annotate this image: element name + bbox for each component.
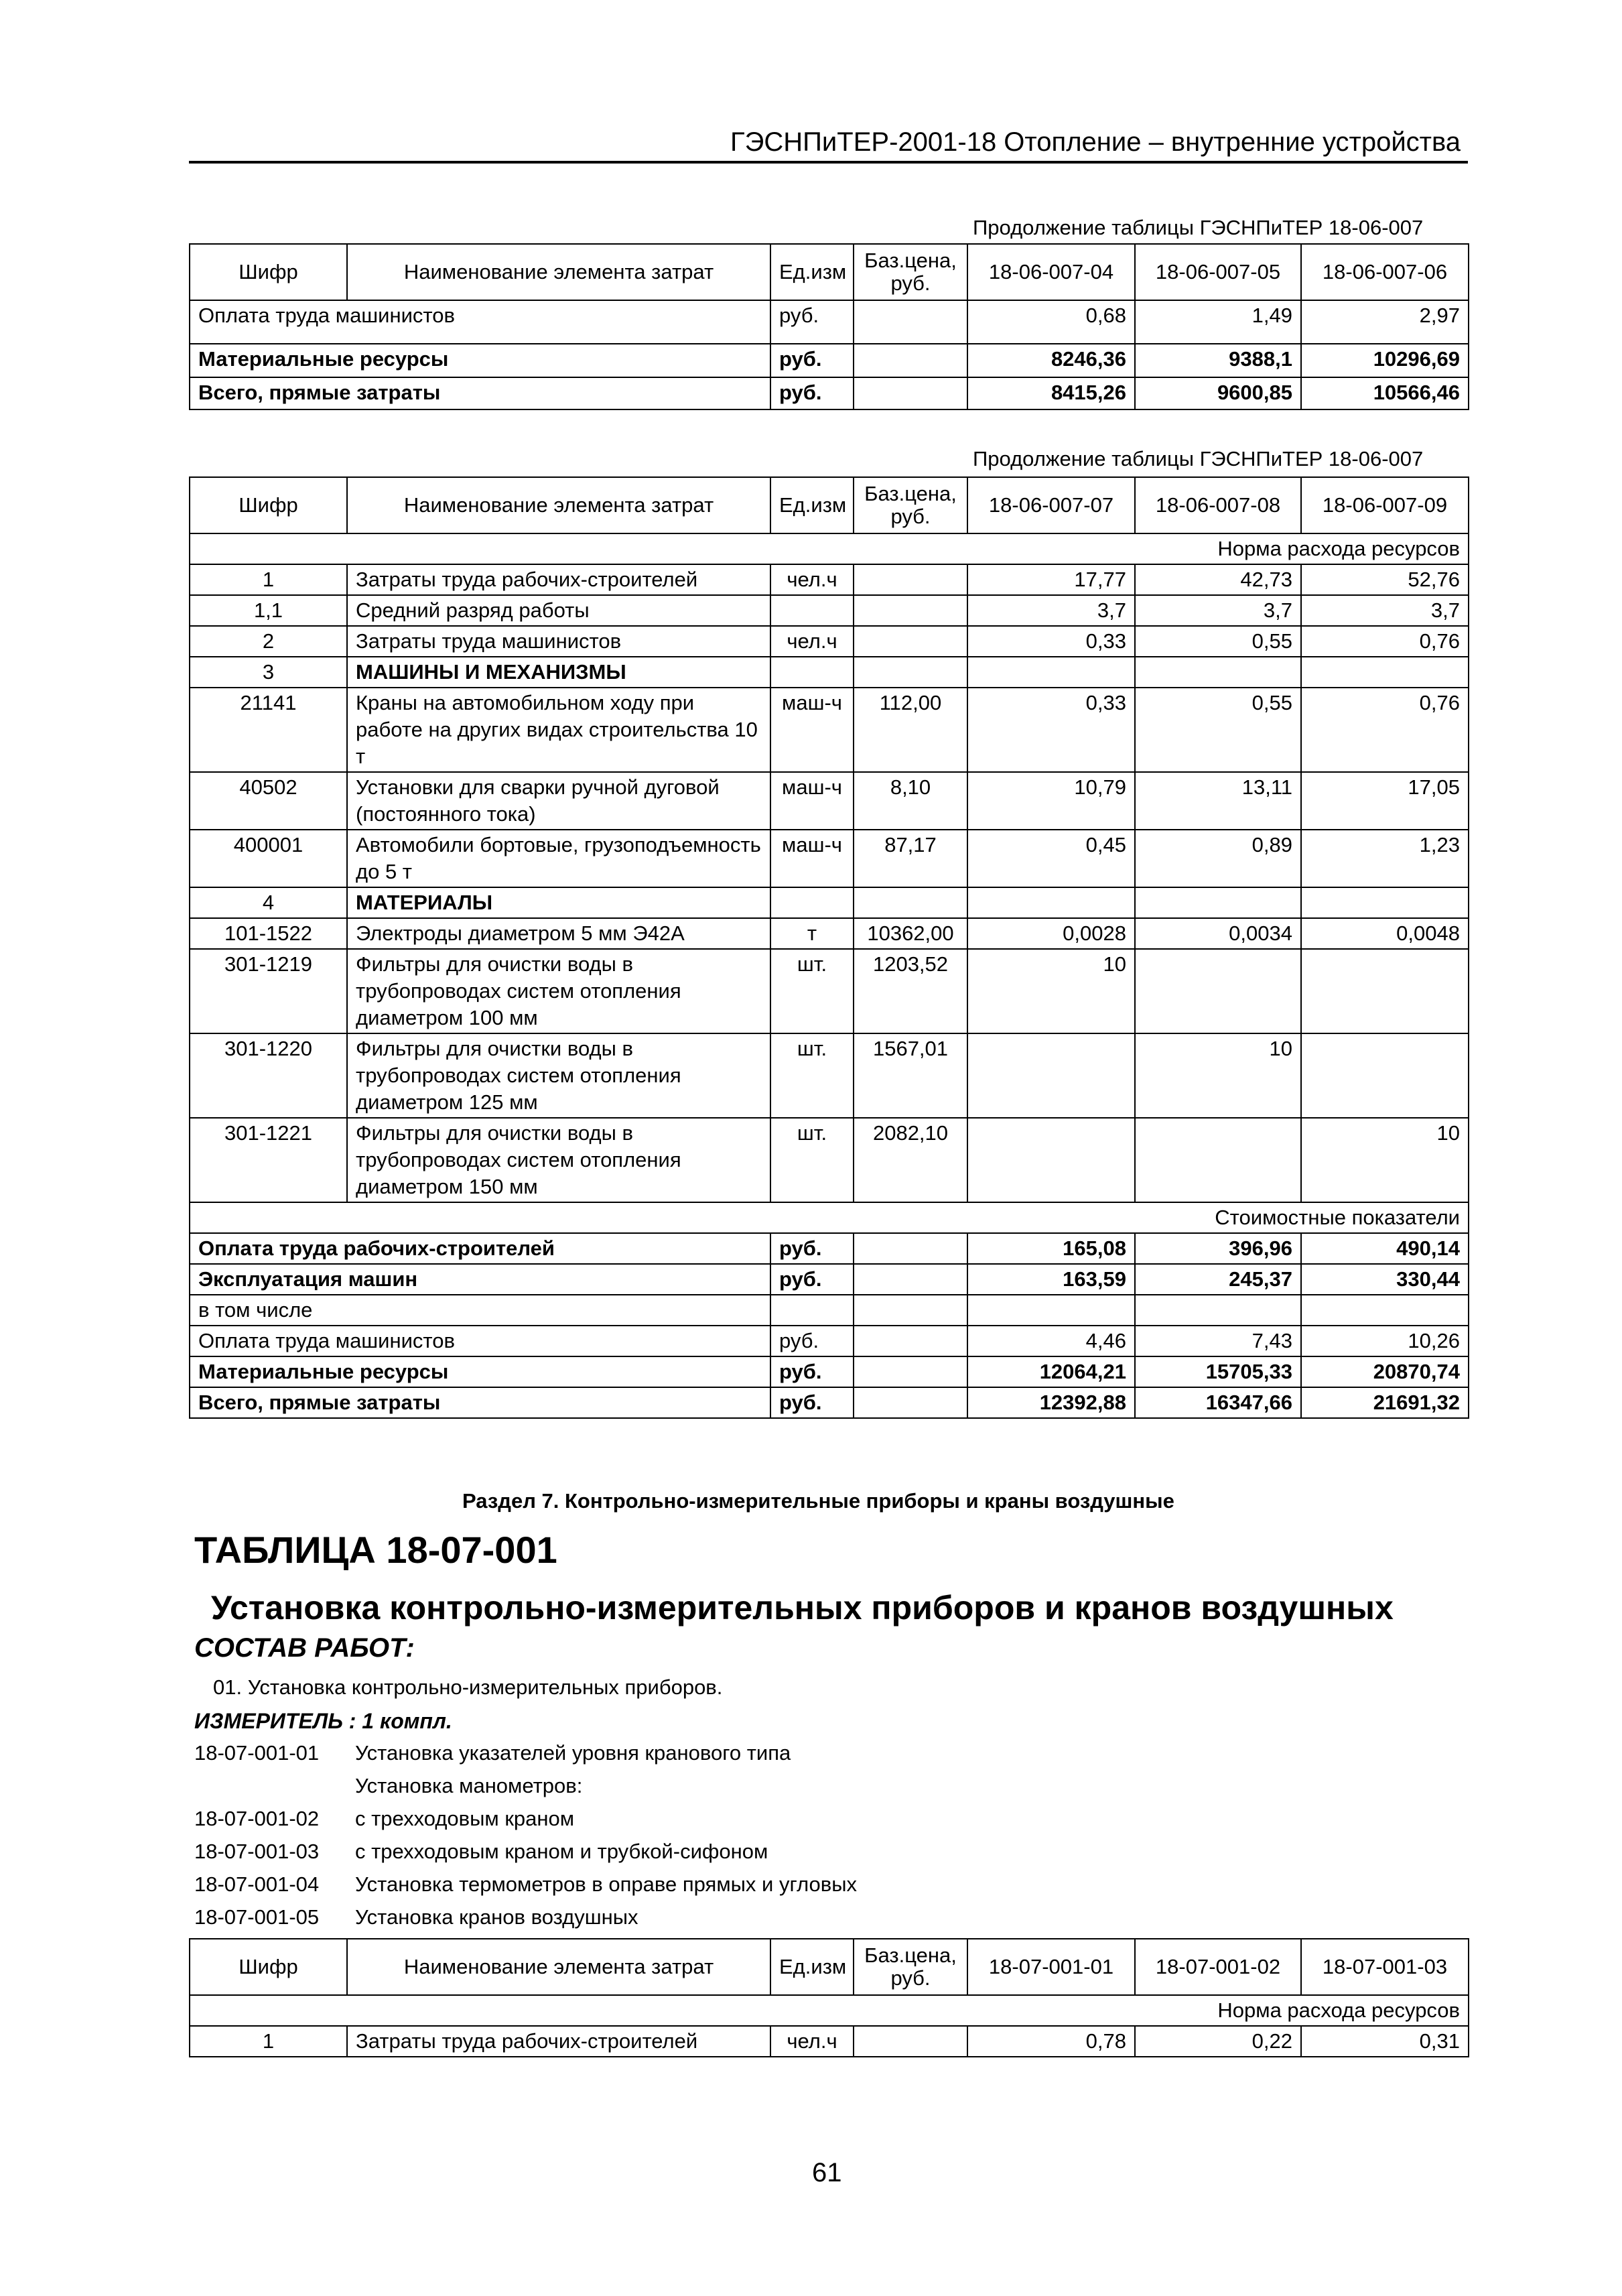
table-row [190, 377, 1469, 409]
table-row [190, 949, 1469, 1033]
row-price [854, 300, 967, 344]
row-name: в том числе [190, 1295, 770, 1326]
row-value: 1,23 [1301, 830, 1469, 887]
table-row [190, 595, 1469, 626]
row-unit: т [770, 918, 854, 949]
row-value [1135, 1118, 1301, 1202]
row-value: 0,0034 [1135, 918, 1301, 949]
row-price: 112,00 [854, 688, 967, 772]
row-name: Всего, прямые затраты [190, 1387, 770, 1418]
row-value [967, 1118, 1135, 1202]
row-name: Фильтры для очистки воды в трубопроводах систем отопления диаметром 150 мм [347, 1118, 770, 1202]
row-value [1135, 657, 1301, 688]
row-value: 0,68 [967, 300, 1135, 344]
row-name: Всего, прямые затраты [190, 377, 770, 409]
table-row [190, 1033, 1469, 1118]
table1 [189, 243, 1469, 410]
cost-label: Стоимостные показатели [190, 1202, 1469, 1233]
row-unit: руб. [770, 1326, 854, 1356]
row-unit: шт. [770, 949, 854, 1033]
row-value: 10296,69 [1301, 344, 1469, 377]
row-value: 165,08 [967, 1233, 1135, 1264]
row-value: 0,33 [967, 626, 1135, 657]
row-name: Краны на автомобильном ходу при работе на других видах строительства 10 т [347, 688, 770, 772]
row-value: 0,55 [1135, 688, 1301, 772]
page-number: 61 [812, 2158, 842, 2187]
table3 [189, 1938, 1469, 2057]
col-header: Баз.цена, руб. [854, 1939, 967, 1995]
table-row [190, 344, 1469, 377]
cost-row [190, 1356, 1469, 1387]
row-value: 1,49 [1135, 300, 1301, 344]
table2-body [190, 564, 1469, 1202]
col-header: 18-06-007-06 [1301, 244, 1469, 300]
col-header: Наименование элемента затрат [347, 1939, 770, 1995]
row-value: 20870,74 [1301, 1356, 1469, 1387]
row-name: Оплата труда машинистов [190, 1326, 770, 1356]
row-value: 330,44 [1301, 1264, 1469, 1295]
row-price [854, 887, 967, 918]
row-unit: руб. [770, 1233, 854, 1264]
row-price: 10362,00 [854, 918, 967, 949]
col-header: Ед.изм [770, 477, 854, 533]
row-code: 1 [190, 2026, 347, 2057]
row-value: 0,76 [1301, 626, 1469, 657]
row-name: Эксплуатация машин [190, 1264, 770, 1295]
table-row [190, 626, 1469, 657]
row-value: 42,73 [1135, 564, 1301, 595]
table1-header-row [190, 244, 1469, 300]
row-value: 163,59 [967, 1264, 1135, 1295]
table-title: Установка контрольно-измерительных приборов и кранов воздушных [211, 1589, 1394, 1627]
row-value [967, 887, 1135, 918]
col-header: Наименование элемента затрат [347, 244, 770, 300]
row-value: 3,7 [1301, 595, 1469, 626]
row-unit [770, 657, 854, 688]
item-text: Установка манометров: [355, 1774, 583, 1797]
row-unit: руб. [770, 1264, 854, 1295]
row-code: 2 [190, 626, 347, 657]
list-item [194, 1840, 857, 1872]
col-header: 18-07-001-01 [967, 1939, 1135, 1995]
row-unit: маш-ч [770, 830, 854, 887]
table2-continuation: Продолжение таблицы ГЭСНПиТЕР 18-06-007 [973, 447, 1424, 470]
row-name: Фильтры для очистки воды в трубопроводах систем отопления диаметром 100 мм [347, 949, 770, 1033]
row-unit: маш-ч [770, 772, 854, 830]
row-price [854, 1326, 967, 1356]
item-code: 18-07-001-03 [194, 1840, 320, 1863]
measure-unit: ИЗМЕРИТЕЛЬ : 1 компл. [194, 1709, 452, 1733]
col-header: Ед.изм [770, 1939, 854, 1995]
row-value: 10566,46 [1301, 377, 1469, 409]
work-item: 01. Установка контрольно-измерительных приборов. [213, 1675, 723, 1699]
row-unit [770, 1295, 854, 1326]
col-header: Шифр [190, 1939, 347, 1995]
item-text: Установка указателей уровня кранового типа [355, 1741, 791, 1765]
row-code: 1,1 [190, 595, 347, 626]
row-value: 8415,26 [967, 377, 1135, 409]
row-value: 16347,66 [1135, 1387, 1301, 1418]
cost-row [190, 1326, 1469, 1356]
norm-label-row [190, 533, 1469, 564]
row-name: Затраты труда рабочих-строителей [347, 2026, 770, 2057]
table-row [190, 918, 1469, 949]
item-text: с трехходовым краном [355, 1807, 575, 1830]
row-name: Затраты труда машинистов [347, 626, 770, 657]
row-price: 87,17 [854, 830, 967, 887]
work-items-list [194, 1741, 857, 1938]
row-value: 4,46 [967, 1326, 1135, 1356]
row-price [854, 1295, 967, 1326]
list-item [194, 1774, 857, 1807]
row-value: 0,22 [1135, 2026, 1301, 2057]
row-value: 490,14 [1301, 1233, 1469, 1264]
row-value [967, 1295, 1135, 1326]
row-code: 301-1219 [190, 949, 347, 1033]
row-value: 3,7 [1135, 595, 1301, 626]
row-name: Средний разряд работы [347, 595, 770, 626]
table-row [190, 564, 1469, 595]
header-rule [189, 161, 1468, 164]
col-header: 18-07-001-03 [1301, 1939, 1469, 1995]
table3-header-row [190, 1939, 1469, 1995]
col-header: 18-07-001-02 [1135, 1939, 1301, 1995]
table-row [190, 2026, 1469, 2057]
row-code: 101-1522 [190, 918, 347, 949]
item-code: 18-07-001-02 [194, 1807, 320, 1830]
row-code: 40502 [190, 772, 347, 830]
cost-row [190, 1233, 1469, 1264]
row-value: 0,89 [1135, 830, 1301, 887]
item-text: с трехходовым краном и трубкой-сифоном [355, 1840, 768, 1863]
list-item [194, 1807, 857, 1840]
row-value: 0,78 [967, 2026, 1135, 2057]
row-unit [770, 595, 854, 626]
section-heading: Раздел 7. Контрольно-измерительные приборы и краны воздушные [462, 1489, 1174, 1513]
row-code: 21141 [190, 688, 347, 772]
row-unit: шт. [770, 1118, 854, 1202]
row-name: Оплата труда рабочих-строителей [190, 1233, 770, 1264]
row-price [854, 344, 967, 377]
row-price [854, 657, 967, 688]
row-value: 15705,33 [1135, 1356, 1301, 1387]
row-unit: шт. [770, 1033, 854, 1118]
row-value [1135, 949, 1301, 1033]
cost-row [190, 1295, 1469, 1326]
col-header: Баз.цена, руб. [854, 244, 967, 300]
row-value: 9600,85 [1135, 377, 1301, 409]
table2-header-row [190, 477, 1469, 533]
row-value: 12392,88 [967, 1387, 1135, 1418]
row-value: 0,33 [967, 688, 1135, 772]
col-header: 18-06-007-09 [1301, 477, 1469, 533]
row-unit: руб. [770, 300, 854, 344]
row-value: 10,79 [967, 772, 1135, 830]
table-row [190, 1118, 1469, 1202]
row-code: 301-1221 [190, 1118, 347, 1202]
table-row [190, 830, 1469, 887]
row-value: 12064,21 [967, 1356, 1135, 1387]
row-value: 0,45 [967, 830, 1135, 887]
row-value: 3,7 [967, 595, 1135, 626]
row-name: МАШИНЫ И МЕХАНИЗМЫ [347, 657, 770, 688]
row-value: 10 [1301, 1118, 1469, 1202]
row-unit: руб. [770, 377, 854, 409]
row-price: 1567,01 [854, 1033, 967, 1118]
norm-label: Норма расхода ресурсов [190, 1995, 1469, 2026]
row-price [854, 1387, 967, 1418]
row-value [1301, 887, 1469, 918]
col-header: Ед.изм [770, 244, 854, 300]
row-value: 2,97 [1301, 300, 1469, 344]
row-value [1301, 949, 1469, 1033]
row-value: 10 [1135, 1033, 1301, 1118]
row-price [854, 1356, 967, 1387]
table2-cost-body [190, 1233, 1469, 1418]
row-value: 0,76 [1301, 688, 1469, 772]
row-value: 396,96 [1135, 1233, 1301, 1264]
norm-label: Норма расхода ресурсов [190, 533, 1469, 564]
row-unit: чел.ч [770, 564, 854, 595]
row-code: 1 [190, 564, 347, 595]
row-price [854, 1264, 967, 1295]
list-item [194, 1905, 857, 1938]
row-name: Автомобили бортовые, грузоподъемность до 5 т [347, 830, 770, 887]
row-code: 301-1220 [190, 1033, 347, 1118]
row-unit: руб. [770, 344, 854, 377]
row-value: 10,26 [1301, 1326, 1469, 1356]
row-price [854, 2026, 967, 2057]
col-header: Баз.цена, руб. [854, 477, 967, 533]
col-header: Шифр [190, 477, 347, 533]
row-name: Электроды диаметром 5 мм Э42А [347, 918, 770, 949]
row-value: 17,05 [1301, 772, 1469, 830]
row-value [967, 657, 1135, 688]
row-price: 1203,52 [854, 949, 967, 1033]
row-value: 245,37 [1135, 1264, 1301, 1295]
item-text: Установка кранов воздушных [355, 1905, 638, 1929]
row-unit: руб. [770, 1356, 854, 1387]
norm-label-row [190, 1995, 1469, 2026]
row-value [967, 1033, 1135, 1118]
row-value [1301, 1295, 1469, 1326]
row-price: 8,10 [854, 772, 967, 830]
col-header: 18-06-007-08 [1135, 477, 1301, 533]
row-value: 21691,32 [1301, 1387, 1469, 1418]
row-price [854, 626, 967, 657]
table-row [190, 300, 1469, 344]
work-heading: СОСТАВ РАБОТ: [194, 1633, 415, 1663]
row-name: Оплата труда машинистов [190, 300, 770, 344]
item-code: 18-07-001-01 [194, 1741, 320, 1765]
row-value: 0,55 [1135, 626, 1301, 657]
row-value: 9388,1 [1135, 344, 1301, 377]
row-value: 0,31 [1301, 2026, 1469, 2057]
row-value: 0,0028 [967, 918, 1135, 949]
cost-label-row [190, 1202, 1469, 1233]
row-name: Затраты труда рабочих-строителей [347, 564, 770, 595]
table-row [190, 887, 1469, 918]
row-price: 2082,10 [854, 1118, 967, 1202]
item-code: 18-07-001-05 [194, 1905, 320, 1929]
row-value: 13,11 [1135, 772, 1301, 830]
col-header: 18-06-007-07 [967, 477, 1135, 533]
page-header: ГЭСНПиТЕР-2001-18 Отопление – внутренние устройства [730, 127, 1461, 157]
row-unit: руб. [770, 1387, 854, 1418]
row-name: Установки для сварки ручной дуговой (постоянного тока) [347, 772, 770, 830]
col-header: Шифр [190, 244, 347, 300]
row-value: 0,0048 [1301, 918, 1469, 949]
item-code: 18-07-001-04 [194, 1872, 320, 1896]
list-item [194, 1741, 857, 1774]
row-value [1301, 657, 1469, 688]
row-code: 400001 [190, 830, 347, 887]
row-name: Материальные ресурсы [190, 1356, 770, 1387]
item-text: Установка термометров в оправе прямых и угловых [355, 1872, 858, 1896]
row-value: 52,76 [1301, 564, 1469, 595]
row-code: 4 [190, 887, 347, 918]
col-header: Наименование элемента затрат [347, 477, 770, 533]
row-value [1135, 1295, 1301, 1326]
list-item [194, 1872, 857, 1905]
table1-continuation: Продолжение таблицы ГЭСНПиТЕР 18-06-007 [973, 216, 1424, 239]
row-unit [770, 887, 854, 918]
col-header: 18-06-007-05 [1135, 244, 1301, 300]
row-price [854, 377, 967, 409]
row-value [1301, 1033, 1469, 1118]
row-unit: чел.ч [770, 2026, 854, 2057]
row-price [854, 564, 967, 595]
row-value: 8246,36 [967, 344, 1135, 377]
table2 [189, 476, 1469, 1419]
row-price [854, 1233, 967, 1264]
row-value: 17,77 [967, 564, 1135, 595]
table-row [190, 688, 1469, 772]
row-value [1135, 887, 1301, 918]
row-value: 10 [967, 949, 1135, 1033]
table-code: ТАБЛИЦА 18-07-001 [194, 1529, 557, 1571]
row-name: МАТЕРИАЛЫ [347, 887, 770, 918]
row-name: Фильтры для очистки воды в трубопроводах систем отопления диаметром 125 мм [347, 1033, 770, 1118]
row-unit: чел.ч [770, 626, 854, 657]
row-price [854, 595, 967, 626]
row-value: 7,43 [1135, 1326, 1301, 1356]
cost-row [190, 1264, 1469, 1295]
table-row [190, 772, 1469, 830]
row-unit: маш-ч [770, 688, 854, 772]
row-name: Материальные ресурсы [190, 344, 770, 377]
table-row [190, 657, 1469, 688]
cost-row [190, 1387, 1469, 1418]
col-header: 18-06-007-04 [967, 244, 1135, 300]
row-code: 3 [190, 657, 347, 688]
